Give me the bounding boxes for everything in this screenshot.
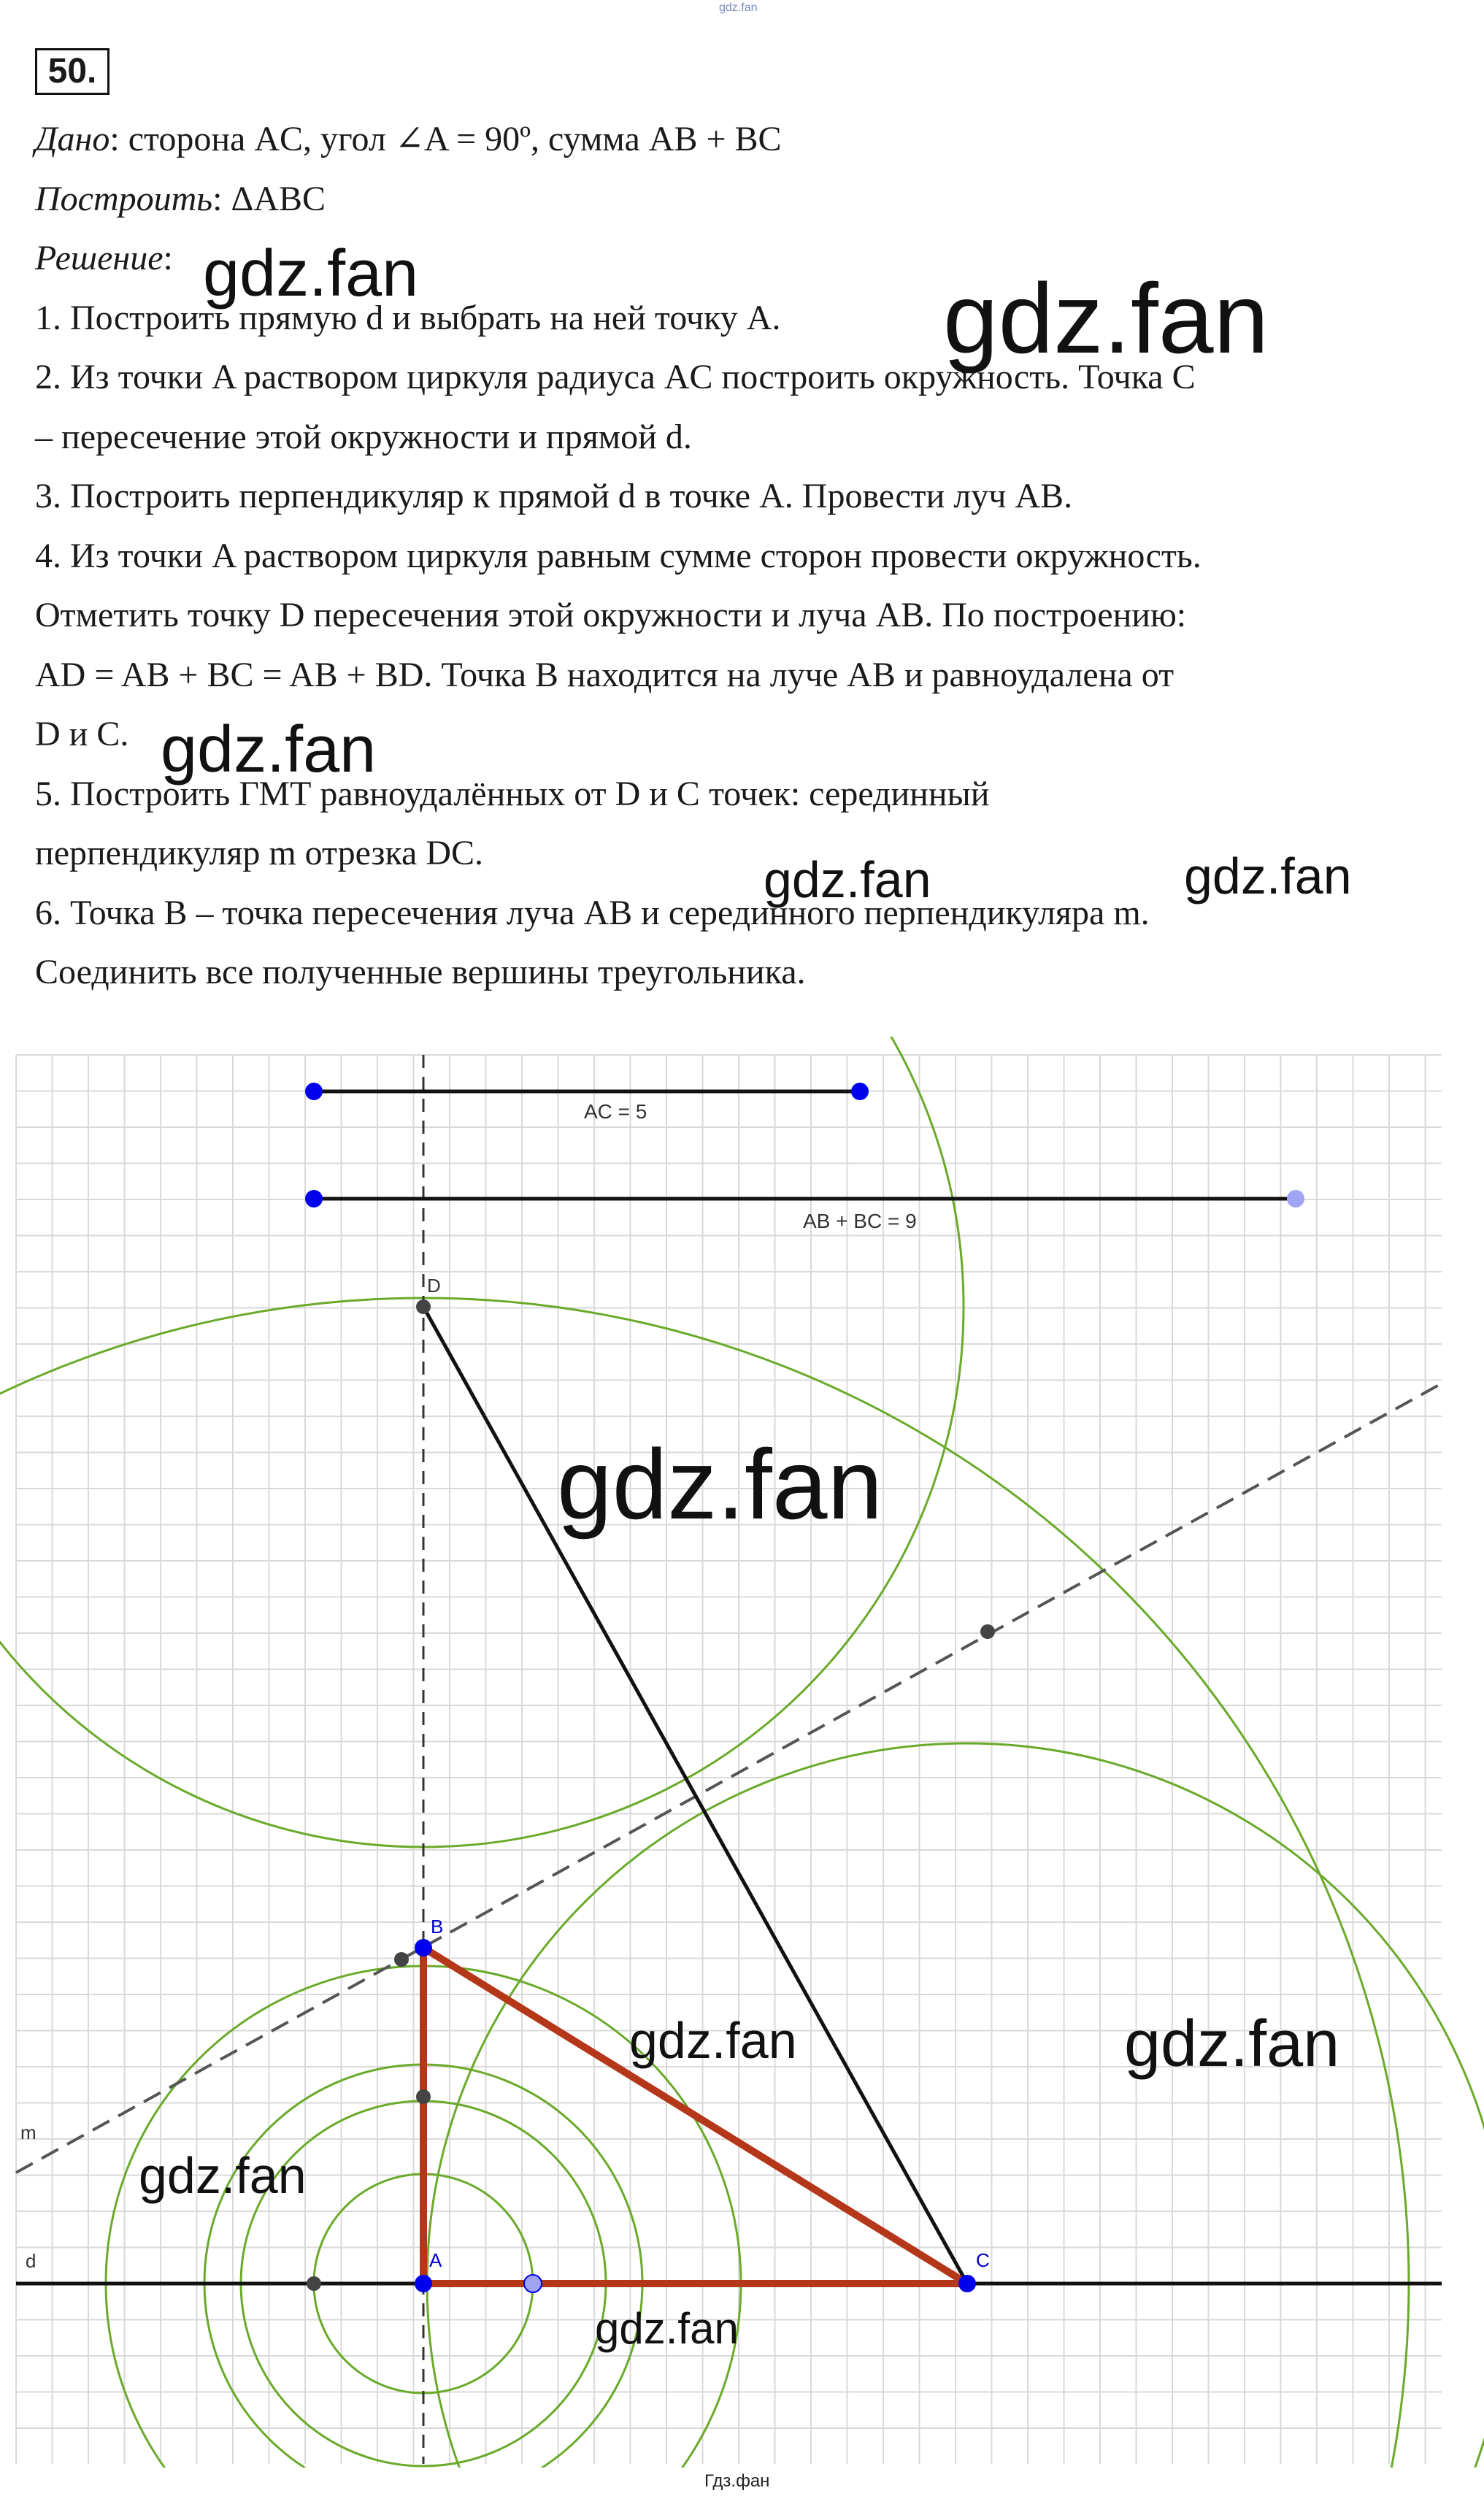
- solution-colon: :: [163, 239, 173, 277]
- construct-line: [35, 169, 1466, 229]
- point-a: [415, 2275, 432, 2292]
- step-line: 4. Из точки A раствором циркуля равным сумме сторон провести окружность.: [35, 536, 1202, 575]
- watermark: gdz.fan: [629, 2012, 797, 2069]
- triangle-abc: [423, 1948, 967, 2284]
- given-label: Дано: [35, 120, 110, 158]
- step-line: – пересечение этой окружности и прямой d.: [35, 417, 692, 456]
- point-mid-vertical: [416, 2089, 431, 2104]
- label-d: D: [427, 1275, 441, 1297]
- point-d: [416, 1299, 431, 1314]
- watermark: gdz.fan: [1124, 2008, 1340, 2081]
- point-left-d: [307, 2276, 321, 2291]
- construction-figure: [0, 1037, 1484, 2468]
- watermark: gdz.fan: [1184, 848, 1352, 905]
- top-watermark: gdz.fan: [719, 1, 758, 14]
- given-line: [35, 110, 1466, 169]
- label-line-m: m: [20, 2121, 36, 2143]
- point-ac-right: [851, 1083, 869, 1100]
- step-line: 3. Построить перпендикуляр к прямой d в точке A. Провести луч AB.: [35, 477, 1073, 515]
- point-sum-right: [1287, 1190, 1304, 1207]
- segment-sum-label: AB + BC = 9: [803, 1210, 917, 1232]
- watermark: gdz.fan: [764, 851, 931, 908]
- step-line: перпендикуляр m отрезка DC.: [35, 834, 484, 872]
- point-intersection: [980, 1624, 995, 1639]
- label-c: C: [976, 2249, 990, 2271]
- step-line: 5. Построить ГМТ равноудалённых от D и C точек: серединный: [35, 774, 990, 813]
- watermark: gdz.fan: [139, 2147, 307, 2204]
- watermark: gdz.fan: [943, 263, 1269, 374]
- task-number: 50.: [35, 48, 109, 95]
- step-line: 2. Из точки A раствором циркуля радиуса AC построить окружность. Точка C: [35, 358, 1196, 396]
- segment-ac-label: AC = 5: [584, 1100, 647, 1123]
- point-sum-left: [305, 1190, 323, 1207]
- watermark: gdz.fan: [557, 1429, 883, 1540]
- given-text: : сторона AC, угол ∠A = 90º, сумма AB + BC: [109, 120, 782, 158]
- construct-text: : ΔABC: [212, 179, 326, 218]
- step-line: Соединить все полученные вершины треугольника.: [35, 953, 806, 991]
- bottom-watermark: Гдз.фан: [704, 2471, 770, 2491]
- label-b: B: [431, 1916, 444, 1938]
- point-m-circle: [394, 1952, 409, 1967]
- label-line-d: d: [26, 2250, 36, 2272]
- grid: [16, 1055, 1442, 2464]
- label-a: A: [429, 2249, 442, 2271]
- point-b: [415, 1939, 432, 1957]
- step-line: 1. Построить прямую d и выбрать на ней точку A.: [35, 298, 781, 337]
- solution-label: Решение: [35, 239, 164, 277]
- watermark: gdz.fan: [161, 713, 377, 786]
- step-line: 6. Точка B – точка пересечения луча AB и серединного перпендикуляра m.: [35, 893, 1150, 932]
- step-line: D и C.: [35, 715, 129, 753]
- point-right-ac: [524, 2275, 542, 2292]
- step-line: AD = AB + BC = AB + BD. Точка B находится на луче AB и равноудалена от: [35, 655, 1174, 694]
- step-line: Отметить точку D пересечения этой окружности и луча AB. По построению:: [35, 596, 1187, 634]
- watermark: gdz.fan: [595, 2304, 739, 2353]
- construct-label: Построить: [35, 179, 213, 218]
- point-c: [958, 2275, 976, 2292]
- point-ac-left: [305, 1083, 323, 1100]
- watermark: gdz.fan: [203, 237, 419, 310]
